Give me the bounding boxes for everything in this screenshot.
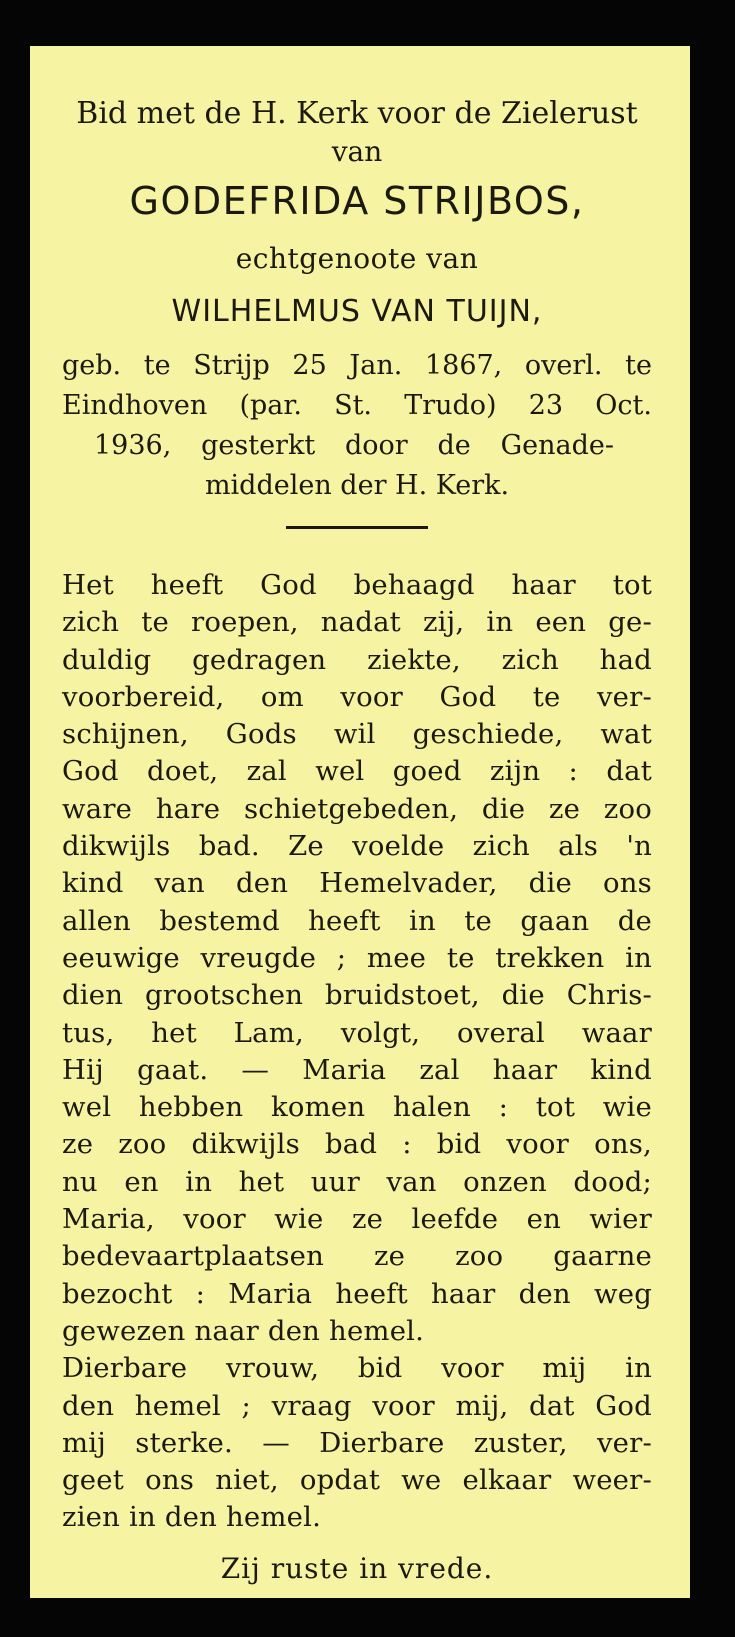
memorial-card	[30, 46, 690, 1598]
body-line: eeuwige vreugde ; mee te trekken in	[62, 941, 652, 974]
body-line: ze zoo dikwijls bad : bid voor ons,	[62, 1128, 652, 1161]
divider-rule	[286, 526, 428, 529]
body-line: allen bestemd heeft in te gaan de	[62, 904, 652, 937]
body-line: voorbereid, om voor God te ver-	[62, 680, 652, 713]
header-line-2: van	[331, 135, 383, 168]
dates-line: 1936, gesterkt door de Genade-	[94, 430, 614, 461]
body-line: God doet, zal wel goed zijn : dat	[62, 755, 652, 788]
dates-line: geb. te Strijp 25 Jan. 1867, overl. te	[62, 350, 652, 381]
body-line: Dierbare vrouw, bid voor mij in	[62, 1352, 652, 1385]
body-line: wel hebben komen halen : tot wie	[62, 1091, 652, 1124]
body-line: zien in den hemel.	[62, 1501, 322, 1534]
body-line: bezocht : Maria heeft haar den weg	[62, 1277, 652, 1310]
body-line: zich te roepen, nadat zij, in een ge-	[62, 606, 652, 639]
body-line: duldig gedragen ziekte, zich had	[62, 643, 652, 676]
body-line: geet ons niet, opdat we elkaar weer-	[62, 1464, 652, 1497]
closing-line: Zij ruste in vrede.	[220, 1551, 494, 1585]
body-line: mij sterke. — Dierbare zuster, ver-	[62, 1426, 652, 1459]
dates-line: middelen der H. Kerk.	[204, 470, 510, 501]
body-line: ware hare schietgebeden, die ze zoo	[62, 792, 652, 825]
body-paragraph	[62, 567, 652, 1537]
body-line: den hemel ; vraag voor mij, dat God	[62, 1389, 652, 1422]
header-line-1: Bid met de H. Kerk voor de Zielerust	[76, 96, 638, 131]
dates-line: Eindhoven (par. St. Trudo) 23 Oct.	[62, 390, 652, 421]
body-line: Het heeft God behaagd haar tot	[62, 569, 652, 601]
relation-text: echtgenoote van	[235, 242, 479, 275]
spouse-name: WILHELMUS VAN TUIJN,	[171, 294, 543, 329]
body-line: gewezen naar den hemel.	[62, 1314, 425, 1347]
body-line: bedevaartplaatsen ze zoo gaarne	[62, 1240, 652, 1273]
body-line: schijnen, Gods wil geschiede, wat	[62, 718, 652, 751]
body-line: nu en in het uur van onzen dood;	[62, 1165, 652, 1198]
body-line: dien grootschen bruidstoet, die Chris-	[62, 979, 652, 1012]
body-line: dikwijls bad. Ze voelde zich als 'n	[62, 830, 652, 863]
body-line: kind van den Hemelvader, die ons	[62, 867, 652, 900]
deceased-name: GODEFRIDA STRIJBOS,	[129, 179, 585, 223]
body-line: tus, het Lam, volgt, overal waar	[62, 1016, 652, 1049]
body-line: Maria, voor wie ze leefde en wier	[62, 1203, 652, 1236]
body-line: Hij gaat. — Maria zal haar kind	[62, 1053, 652, 1086]
dates-paragraph	[62, 346, 652, 506]
